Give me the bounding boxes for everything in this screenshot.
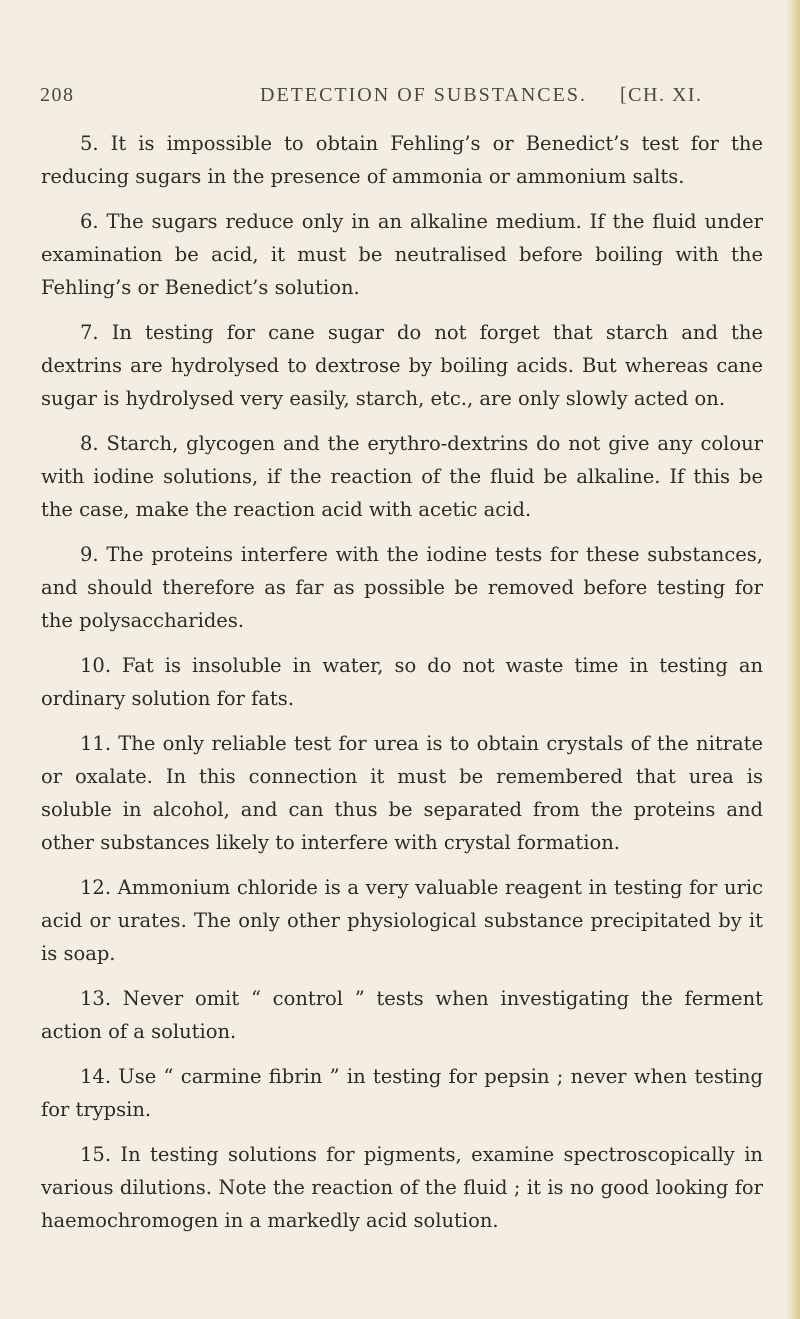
page-edge-shadow bbox=[786, 0, 800, 1319]
chapter-reference: [CH. XI. bbox=[620, 84, 703, 106]
paragraph-11 bbox=[41, 727, 763, 859]
paragraph-text: It is impossible to obtain Fehling’s or Benedict’s test for the reducing sugars in the presence of ammonia or ammonium salts. bbox=[41, 132, 763, 188]
paragraph-number: 12. bbox=[80, 876, 112, 899]
paragraph-10 bbox=[41, 649, 763, 715]
running-head bbox=[40, 84, 760, 114]
paragraph-number: 9. bbox=[80, 543, 99, 566]
paragraph-text: Ammonium chloride is a very valuable reagent in testing for uric acid or urates. The only other physiological substance precipitated by it is soap. bbox=[41, 876, 763, 965]
paragraph-number: 6. bbox=[80, 210, 99, 233]
paragraph-9 bbox=[41, 538, 763, 637]
paragraph-number: 14. bbox=[80, 1065, 112, 1088]
paragraph-text: Never omit “ control ” tests when investigating the ferment action of a solution. bbox=[41, 987, 763, 1043]
paragraph-15 bbox=[41, 1138, 763, 1237]
paragraph-5 bbox=[41, 127, 763, 193]
paragraph-number: 8. bbox=[80, 432, 99, 455]
paragraph-text: In testing for cane sugar do not forget that starch and the dextrins are hydrolysed to dextrose by boiling acids. But whereas cane sugar is hydrolysed very easily, starch, etc., are only slowly acted on. bbox=[41, 321, 763, 410]
paragraph-text: The proteins interfere with the iodine tests for these substances, and should therefore as far as possible be removed before testing for the polysaccharides. bbox=[41, 543, 764, 632]
paragraph-number: 7. bbox=[80, 321, 99, 344]
paragraph-text: Use “ carmine fibrin ” in testing for pepsin ; never when testing for trypsin. bbox=[41, 1065, 764, 1121]
paragraph-number: 10. bbox=[80, 654, 112, 677]
paragraph-13 bbox=[41, 982, 763, 1048]
paragraph-text: Starch, glycogen and the erythro-dextrins do not give any colour with iodine solutions, if the reaction of the fluid be alkaline. If this be the case, make the reaction acid with acetic acid. bbox=[41, 432, 763, 521]
paragraph-text: The only reliable test for urea is to obtain crystals of the nitrate or oxalate. In this connection it must be remembered that urea is soluble in alcohol, and can thus be separated from the proteins and other substances likely to interfere with crystal formation. bbox=[41, 732, 763, 854]
paragraph-number: 5. bbox=[80, 132, 99, 155]
paragraph-text: In testing solutions for pigments, examine spectroscopically in various dilutions. Note the reaction of the fluid ; it is no good looking for haemochromogen in a markedly acid solution. bbox=[41, 1143, 763, 1232]
paragraph-number: 15. bbox=[80, 1143, 112, 1166]
paragraph-7 bbox=[41, 316, 763, 415]
paragraph-12 bbox=[41, 871, 763, 970]
paragraph-number: 13. bbox=[80, 987, 112, 1010]
paragraph-6 bbox=[41, 205, 763, 304]
paragraph-8 bbox=[41, 427, 763, 526]
paragraph-14 bbox=[41, 1060, 763, 1126]
page-number: 208 bbox=[40, 84, 75, 106]
paragraph-text: The sugars reduce only in an alkaline medium. If the fluid under examination be acid, it must be neutralised before boiling with the Fehling’s or Benedict’s solution. bbox=[41, 210, 764, 299]
paragraph-number: 11. bbox=[80, 732, 112, 755]
paragraph-text: Fat is insoluble in water, so do not waste time in testing an ordinary solution for fats. bbox=[41, 654, 763, 710]
running-title: DETECTION OF SUBSTANCES. bbox=[260, 84, 587, 106]
page-body bbox=[41, 127, 763, 1249]
